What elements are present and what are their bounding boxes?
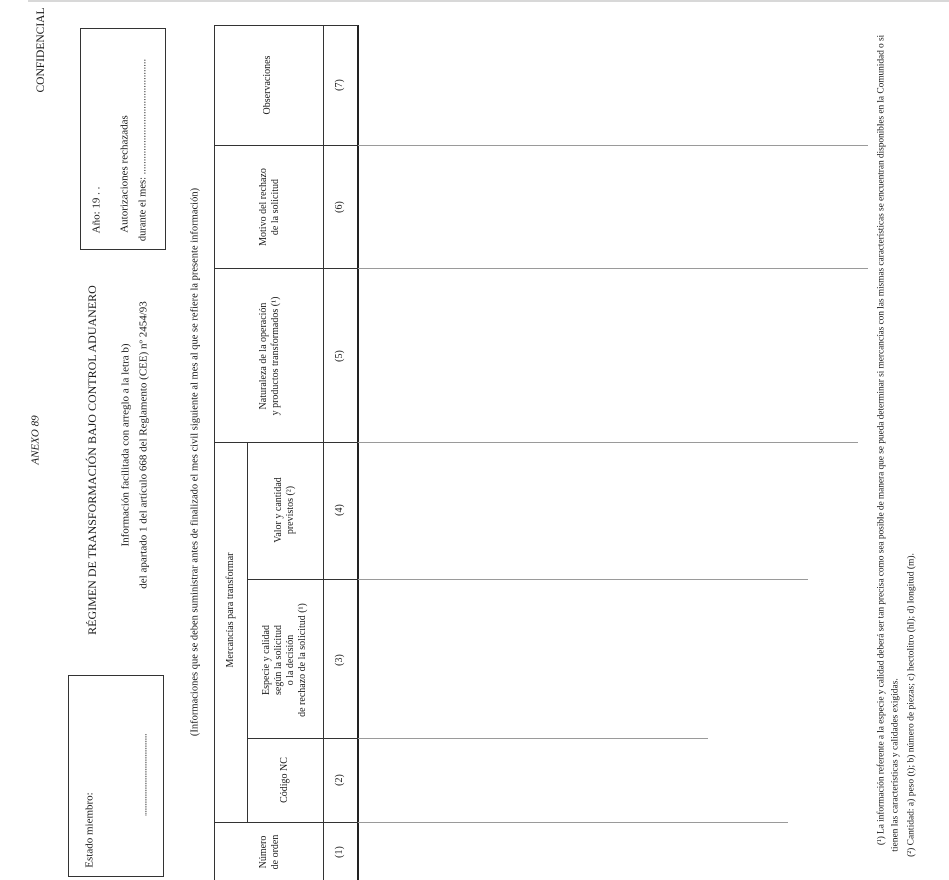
body-col-rule-4 [358,442,858,443]
col-sep-2-3 [247,738,358,739]
form-subtitle-line2: del apartado 1 del artículo 668 del Reglamento (CEE) nº 2454/93 [137,301,150,589]
col-sep-1-2 [214,822,358,823]
form-subtitle-line1: Información facilitada con arreglo a la letra b) [119,343,132,547]
col2-header: Código NC [279,757,290,803]
confidential-label: CONFIDENCIAL [35,7,48,93]
footnote-2: (²) Cantidad: a) peso (t); b) número de piezas; c) hectolitro (hl); d) longitud (m). [906,553,917,857]
annex-label: ANEXO 89 [29,415,42,465]
body-col-rule-5 [358,268,868,269]
body-col-rule-3 [358,579,808,580]
rejected-label: Autorizaciones rechazadas [118,115,131,233]
header-separator [323,25,324,880]
col-sep-6-7 [214,145,358,146]
body-col-rule-1 [358,822,788,823]
col5-header: Naturaleza de la operación y productos transformados (¹) [258,296,281,416]
table-border-left [214,25,215,880]
footnote-1-line1: (¹) La información referente a la especie y calidad deberá ser tan precisa como sea posible de manera que se pueda determinar si mercancías con las mismas características se encuentran disponibles en la Comunidad o si [876,34,887,846]
col4-number: (4) [334,504,345,516]
col-sep-4-5 [214,442,358,443]
col5-number: (5) [334,350,345,362]
instruction-text: (Informaciones que se deben suministrar antes de finalizado el mes civil siguiente al mes al que se refiere la presente información) [189,187,201,737]
body-col-rule-6 [358,145,868,146]
group-header-rule [247,442,248,822]
year-field[interactable]: Año: 19 . . [90,186,103,234]
col6-header: Motivo del rechazo de la solicitud [258,168,281,246]
col1-header: Número de orden [258,834,281,870]
group-header-goods: Mercancías para transformar [225,552,236,668]
page-top-edge [28,0,949,2]
col3-header: Especie y calidad según la solicitud o la decisión de rechazo de la solicitud (¹) [261,603,308,717]
body-col-rule-2 [358,738,708,739]
table-border-top [214,25,358,26]
body-separator [357,25,359,880]
col7-number: (7) [334,79,345,91]
col-sep-3-4 [247,579,358,580]
rejected-month-field[interactable]: durante el mes: ............................................ [137,58,149,242]
col4-header: Valor y cantidad previstos (²) [273,477,296,543]
col6-number: (6) [334,201,345,213]
member-state-input[interactable]: ............................................... [138,733,149,817]
col2-number: (2) [334,774,345,786]
footnote-1-line2: tienen las características y calidades exigidas. [890,678,901,852]
col3-number: (3) [334,654,345,666]
member-state-box [68,675,164,877]
col7-header: Observaciones [262,55,273,115]
form-title: RÉGIMEN DE TRANSFORMACIÓN BAJO CONTROL ADUANERO [84,285,99,635]
member-state-label: Estado miembro: [83,792,96,868]
col1-number: (1) [334,846,345,858]
col-sep-5-6 [214,268,358,269]
